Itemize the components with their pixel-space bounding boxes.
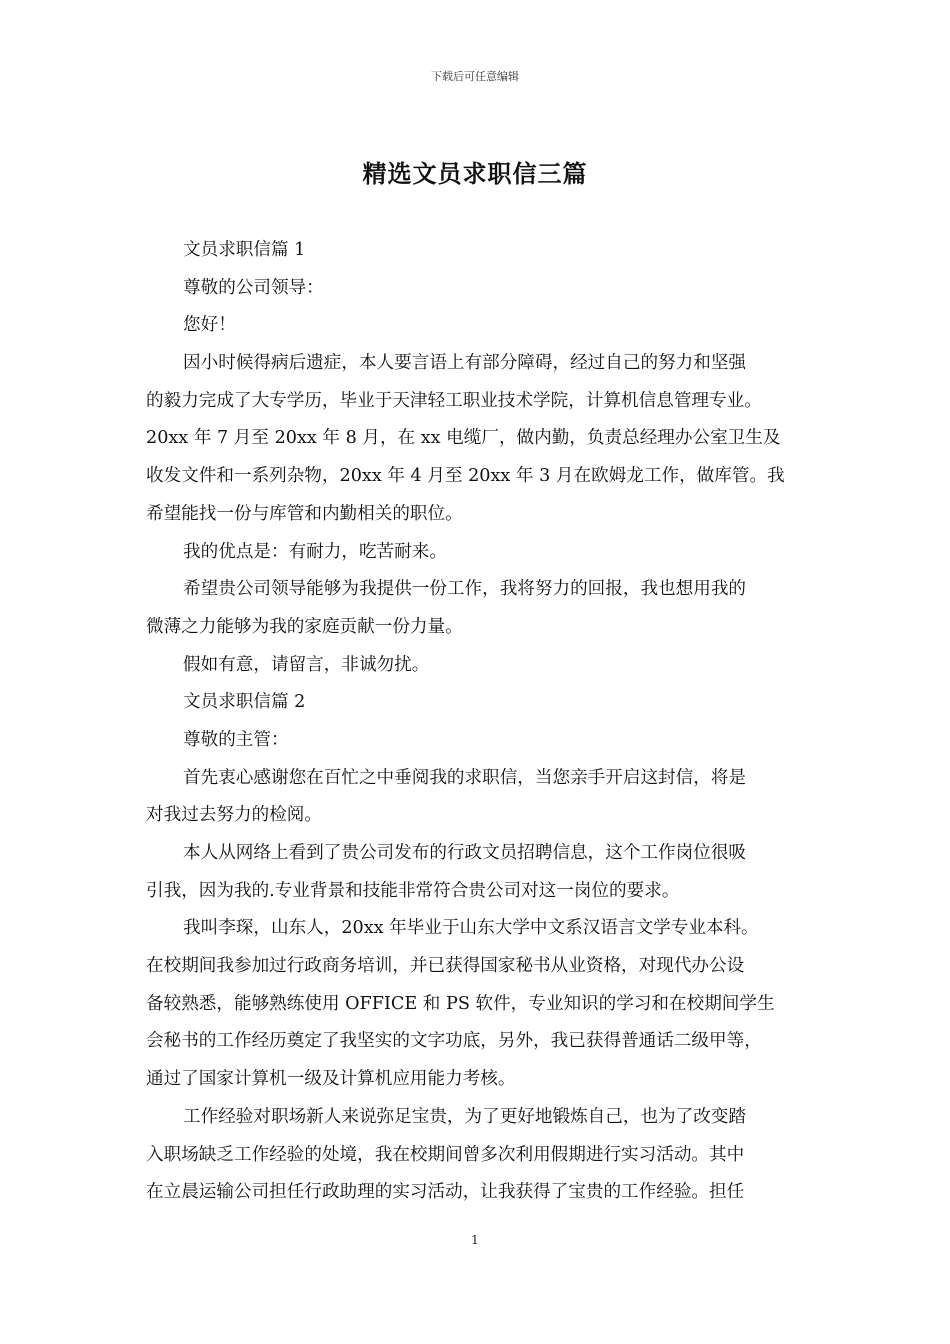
- body-line: 我的优点是：有耐力，吃苦耐来。: [183, 541, 447, 562]
- body-line: 在校期间我参加过行政商务培训，并已获得国家秘书从业资格，对现代办公设: [146, 956, 745, 977]
- page-number: 1: [471, 1233, 479, 1247]
- body-line: 入职场缺乏工作经验的处境，我在校期间曾多次利用假期进行实习活动。其中: [146, 1144, 745, 1165]
- document-body: [146, 232, 822, 1212]
- body-line: 首先衷心感谢您在百忙之中垂阅我的求职信，当您亲手开启这封信，将是: [183, 767, 747, 788]
- body-line: 尊敬的主管：: [183, 729, 289, 750]
- body-line: 引我，因为我的.专业背景和技能非常符合贵公司对这一岗位的要求。: [146, 880, 680, 901]
- body-line: 收发文件和一系列杂物，20xx 年 4 月至 20xx 年 3 月在欧姆龙工作，做库管。我: [146, 466, 785, 487]
- body-line: 的毅力完成了大专学历，毕业于天津轻工职业技术学院，计算机信息管理专业。: [146, 390, 762, 411]
- body-line: 通过了国家计算机一级及计算机应用能力考核。: [146, 1069, 516, 1090]
- body-line: 对我过去努力的检阅。: [146, 805, 322, 826]
- body-line: 文员求职信篇 1: [183, 240, 306, 260]
- body-line: 因小时候得病后遗症，本人要言语上有部分障碍，经过自己的努力和坚强: [183, 353, 747, 374]
- body-line: 希望贵公司领导能够为我提供一份工作，我将努力的回报，我也想用我的: [183, 579, 747, 600]
- body-line: 希望能找一份与库管和内勤相关的职位。: [146, 503, 463, 524]
- body-line: 会秘书的工作经历奠定了我坚实的文字功底，另外，我已获得普通话二级甲等，: [146, 1031, 762, 1052]
- body-line: 备较熟悉，能够熟练使用 OFFICE 和 PS 软件，专业知识的学习和在校期间学生: [146, 993, 775, 1014]
- body-line: 假如有意，请留言，非诚勿扰。: [183, 654, 430, 675]
- body-line: 本人从网络上看到了贵公司发布的行政文员招聘信息，这个工作岗位很吸: [183, 843, 747, 863]
- body-line: 我叫李琛，山东人，20xx 年毕业于山东大学中文系汉语言文学专业本科。: [183, 918, 759, 939]
- body-line: 工作经验对职场新人来说弥足宝贵，为了更好地锻炼自己，也为了改变踏: [183, 1106, 747, 1127]
- body-line: 在立晨运输公司担任行政助理的实习活动，让我获得了宝贵的工作经验。担任: [146, 1182, 745, 1203]
- body-line: 20xx 年 7 月至 20xx 年 8 月，在 xx 电缆厂，做内勤，负责总经理办公室卫生及: [146, 428, 781, 449]
- body-line: 文员求职信篇 2: [183, 692, 306, 713]
- body-line: 您好！: [183, 315, 236, 336]
- document-title: 精选文员求职信三篇: [362, 159, 588, 188]
- body-line: 尊敬的公司领导：: [183, 277, 324, 298]
- page-header: 下载后可任意编辑: [431, 70, 519, 83]
- body-line: 微薄之力能够为我的家庭贡献一份力量。: [146, 616, 463, 637]
